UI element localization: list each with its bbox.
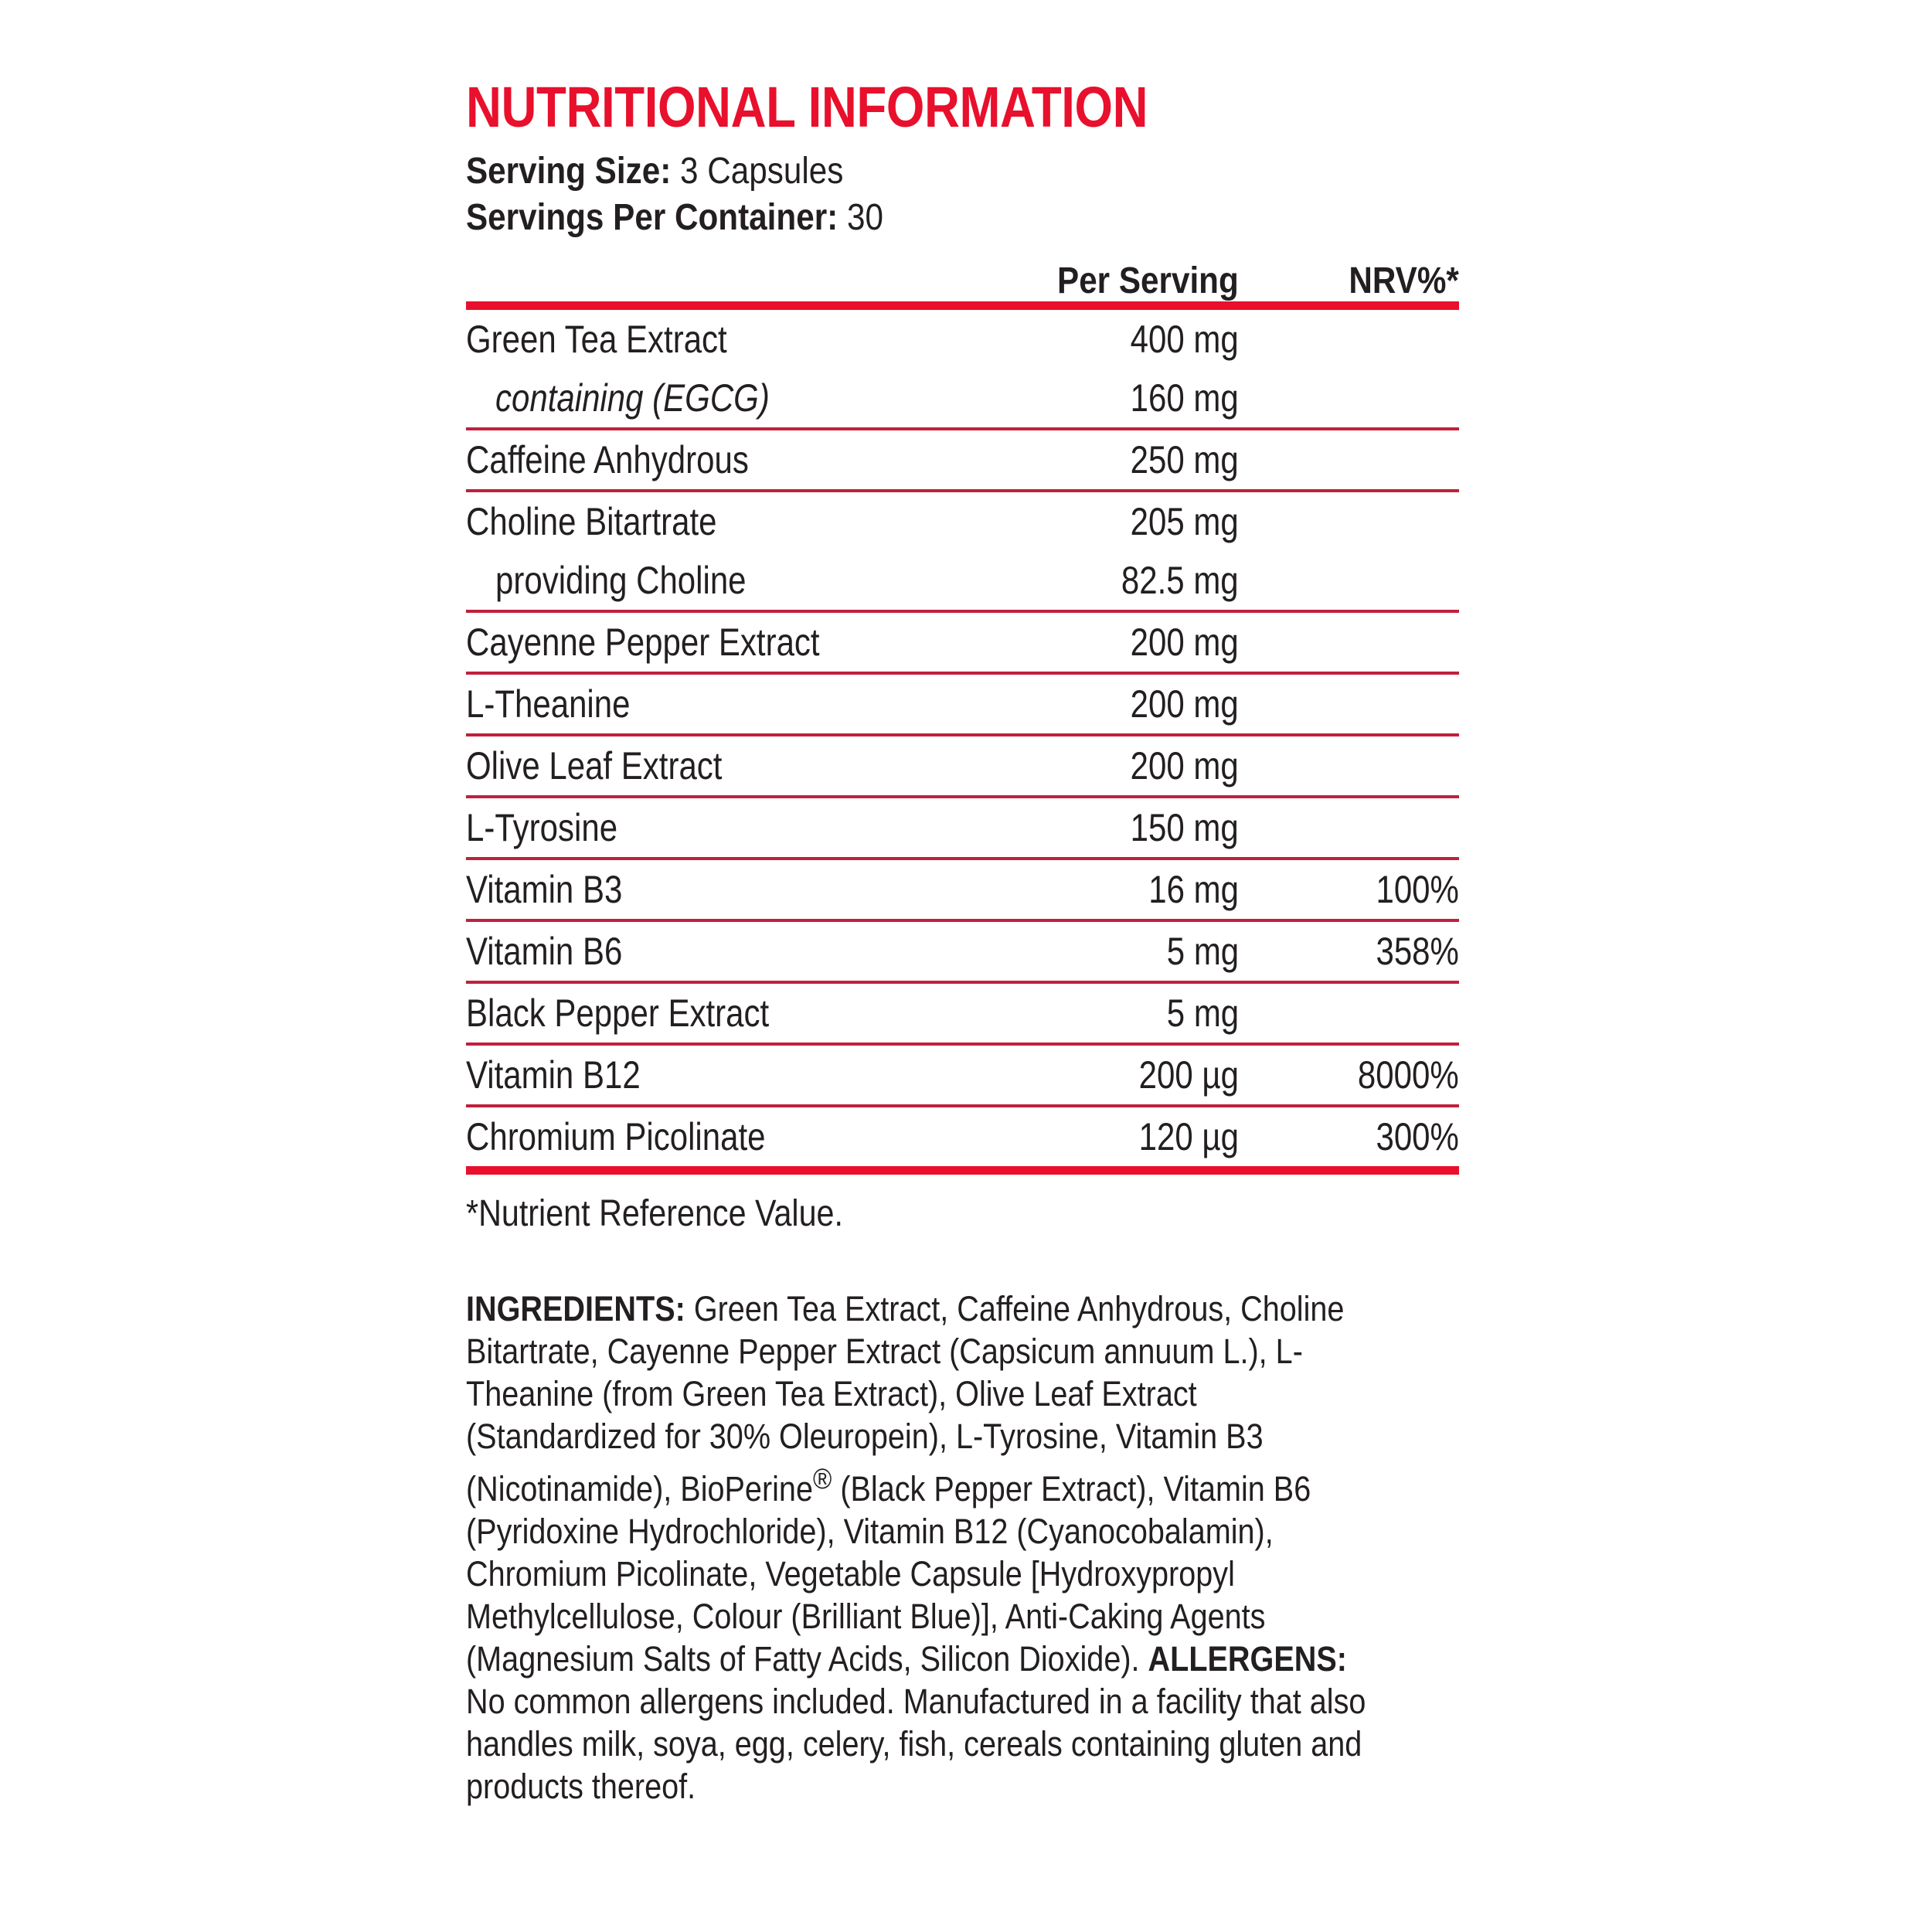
row-ingredient-name: Olive Leaf Extract (466, 744, 723, 787)
table-row (466, 984, 1459, 1043)
row-nrv-percent: 358% (1376, 930, 1459, 973)
ingredients-block (466, 1287, 1366, 1808)
row-per-serving-amount: 120 µg (1138, 1115, 1239, 1158)
table-row-group (466, 1046, 1459, 1104)
table-row (466, 551, 1459, 610)
ingredients-text-continued: (Black Pepper Extract), Vitamin B6 (Pyridoxine Hydrochloride), Vitamin B12 (Cyanocobalamin), Chromium Picolinate, Vegetable Capsule [Hydroxypropyl Methylcellulose, Colour (Brilliant Blue)], Anti-Caking Agents (Magnesium Salts of Fatty Acids, Silicon Dioxide). (466, 1469, 1311, 1679)
table-row-group (466, 430, 1459, 489)
row-per-serving-amount: 200 mg (1130, 682, 1239, 726)
servings-per-container-value: 30 (846, 197, 883, 238)
row-per-serving-amount: 16 mg (1148, 868, 1239, 911)
row-ingredient-name: L-Tyrosine (466, 806, 618, 849)
row-per-serving-amount: 150 mg (1130, 806, 1239, 849)
servings-per-container-label: Servings Per Container: (466, 197, 838, 238)
table-row-group (466, 492, 1459, 610)
nutrition-panel (466, 0, 1459, 1808)
table-row (466, 860, 1459, 919)
row-ingredient-name: containing (EGCG) (495, 376, 770, 420)
registered-mark: ® (812, 1462, 832, 1495)
row-per-serving-amount: 82.5 mg (1121, 559, 1239, 602)
row-nrv-percent: 300% (1376, 1115, 1459, 1158)
row-ingredient-name: Choline Bitartrate (466, 500, 717, 543)
table-row (466, 1046, 1459, 1104)
row-per-serving-amount: 200 mg (1130, 744, 1239, 787)
row-ingredient-name: Vitamin B12 (466, 1053, 641, 1097)
row-ingredient-name: L-Theanine (466, 682, 631, 726)
row-per-serving-amount: 205 mg (1130, 500, 1239, 543)
row-nrv-percent: 8000% (1358, 1053, 1459, 1097)
table-row-group (466, 1107, 1459, 1166)
table-row (466, 922, 1459, 981)
page-title: NUTRITIONAL INFORMATION (466, 75, 1148, 139)
row-ingredient-name: Cayenne Pepper Extract (466, 621, 820, 664)
row-per-serving-amount: 5 mg (1166, 992, 1239, 1035)
row-ingredient-name: providing Choline (495, 559, 747, 602)
table-bottom-rule (466, 1166, 1459, 1175)
row-ingredient-name: Vitamin B3 (466, 868, 623, 911)
nrv-footnote: *Nutrient Reference Value. (466, 1193, 843, 1234)
column-header-per-serving: Per Serving (1057, 260, 1239, 301)
row-ingredient-name: Green Tea Extract (466, 318, 727, 361)
servings-per-container-line (466, 195, 1459, 241)
allergens-label: ALLERGENS: (1148, 1639, 1347, 1679)
table-top-rule (466, 301, 1459, 310)
row-per-serving-amount: 5 mg (1166, 930, 1239, 973)
row-ingredient-name: Caffeine Anhydrous (466, 438, 749, 481)
allergens-text: No common allergens included. Manufactured in a facility that also handles milk, soya, egg, celery, fish, cereals containing gluten and products thereof. (466, 1682, 1366, 1806)
row-ingredient-name: Black Pepper Extract (466, 992, 770, 1035)
table-row (466, 369, 1459, 427)
ingredients-text: Green Tea Extract, Caffeine Anhydrous, Choline Bitartrate, Cayenne Pepper Extract (Capsicum annuum L.), L-Theanine (from Green Tea Extract), Olive Leaf Extract (Standardized for 30% Oleuropein), L-Tyrosine, Vitamin B3 (Nicotinamide), BioPerine (466, 1289, 1345, 1509)
serving-info (466, 148, 1459, 241)
row-per-serving-amount: 400 mg (1130, 318, 1239, 361)
table-row (466, 798, 1459, 857)
row-per-serving-amount: 200 µg (1138, 1053, 1239, 1097)
row-per-serving-amount: 200 mg (1130, 621, 1239, 664)
ingredients-label: INGREDIENTS: (466, 1289, 685, 1328)
table-row-group (466, 736, 1459, 795)
serving-size-line (466, 148, 1459, 195)
table-row-group (466, 922, 1459, 981)
table-row (466, 1107, 1459, 1166)
table-row (466, 675, 1459, 733)
table-column-headers (466, 252, 1459, 301)
table-row-group (466, 613, 1459, 672)
table-row (466, 430, 1459, 489)
serving-size-value: 3 Capsules (680, 151, 844, 192)
table-row-group (466, 860, 1459, 919)
column-header-nrv: NRV%* (1349, 260, 1459, 301)
table-row (466, 310, 1459, 369)
table-row-group (466, 675, 1459, 733)
nutrition-table (466, 310, 1459, 1166)
table-row-group (466, 798, 1459, 857)
row-per-serving-amount: 250 mg (1130, 438, 1239, 481)
row-nrv-percent: 100% (1376, 868, 1459, 911)
table-row (466, 492, 1459, 551)
table-row-group (466, 310, 1459, 427)
row-ingredient-name: Chromium Picolinate (466, 1115, 766, 1158)
serving-size-label: Serving Size: (466, 151, 672, 192)
row-ingredient-name: Vitamin B6 (466, 930, 623, 973)
table-row-group (466, 984, 1459, 1043)
table-row (466, 736, 1459, 795)
table-row (466, 613, 1459, 672)
row-per-serving-amount: 160 mg (1130, 376, 1239, 420)
